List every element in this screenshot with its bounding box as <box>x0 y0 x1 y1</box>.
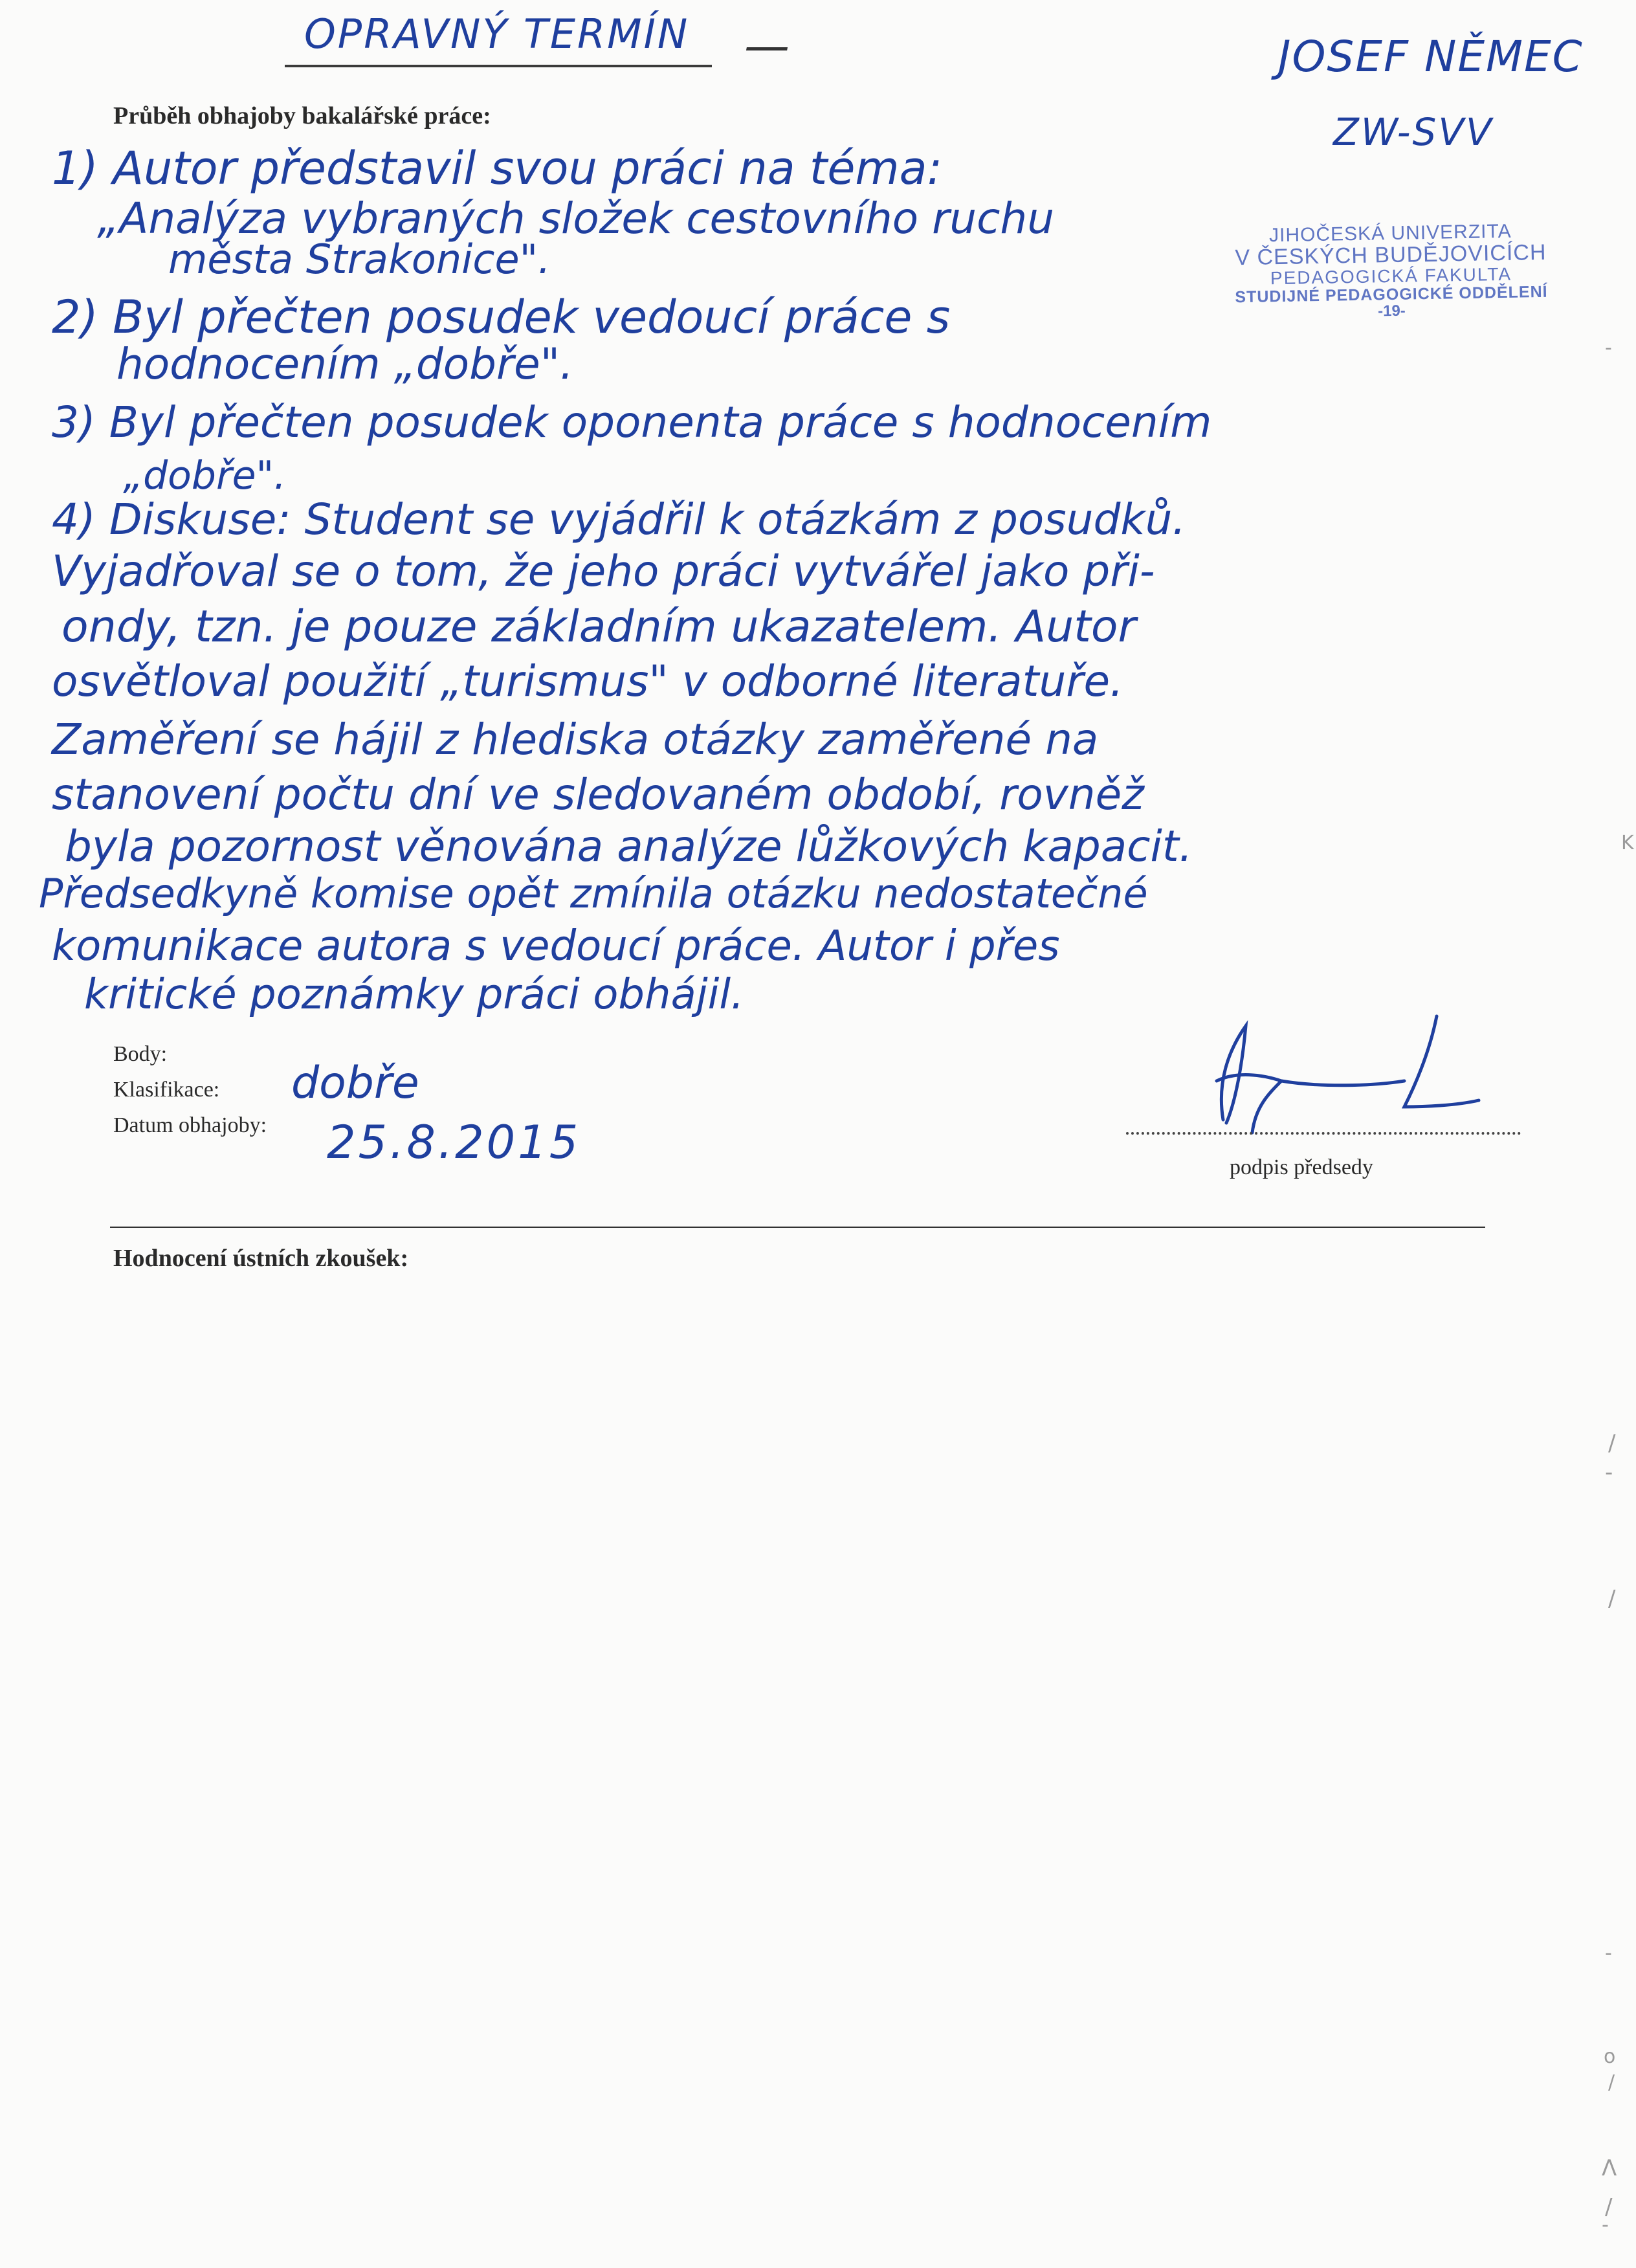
title-underline <box>285 65 712 67</box>
handwritten-title: OPRAVNÝ TERMÍN <box>304 10 690 58</box>
signature-line <box>1126 1129 1521 1135</box>
margin-mark: / <box>1605 2194 1613 2220</box>
margin-mark: Λ <box>1602 2155 1617 2181</box>
oral-exams-heading: Hodnocení ústních zkoušek: <box>113 1245 409 1272</box>
section-divider <box>110 1227 1485 1228</box>
note-line: 1) Autor představil svou práci na téma: <box>52 142 943 195</box>
note-line: 4) Diskuse: Student se vyjádřil k otázkám z posudků. <box>52 495 1186 544</box>
stamp-line-3: PEDAGOGICKÁ FAKULTA <box>1270 263 1512 289</box>
date-label: Datum obhajoby: <box>113 1113 267 1137</box>
margin-mark: - <box>1602 2214 1609 2236</box>
title-dash: — <box>744 19 790 72</box>
student-name: JOSEF NĚMEC <box>1278 32 1584 82</box>
date-value: 25.8.2015 <box>327 1116 581 1169</box>
university-stamp <box>1215 220 1567 368</box>
chair-signature <box>1191 1010 1488 1139</box>
grade-value: dobře <box>291 1058 419 1109</box>
margin-mark: / <box>1608 1430 1616 1456</box>
margin-mark: - <box>1605 1460 1613 1485</box>
margin-mark: / <box>1608 2071 1615 2094</box>
note-line: „dobře". <box>123 453 287 498</box>
points-label: Body: <box>113 1042 168 1066</box>
note-line: Vyjadřoval se o tom, že jeho práci vytvářel jako při- <box>52 546 1155 596</box>
note-line: města Strakonice". <box>168 236 551 283</box>
note-line: stanovení počtu dní ve sledovaném období, rovněž <box>52 770 1144 819</box>
stamp-line-5: -19- <box>1377 302 1406 320</box>
margin-mark: - <box>1605 1942 1612 1964</box>
note-line: Zaměření se hájil z hlediska otázky zaměřené na <box>52 715 1099 764</box>
margin-mark: - <box>1605 337 1612 359</box>
note-line: komunikace autora s vedoucí práce. Autor i přes <box>52 922 1060 970</box>
note-line: 2) Byl přečten posudek vedoucí práce s <box>52 291 951 344</box>
note-line: osvětloval použití „turismus" v odborné literatuře. <box>52 656 1124 706</box>
grade-label: Klasifikace: <box>113 1078 220 1102</box>
note-line: Předsedkyně komise opět zmínila otázku nedostatečné <box>39 870 1148 917</box>
student-code: ZW-SVV <box>1333 110 1494 154</box>
margin-mark: o <box>1604 2045 1616 2068</box>
note-line: „Analýza vybraných složek cestovního ruchu <box>97 194 1055 243</box>
stamp-line-1: JIHOČESKÁ UNIVERZITA <box>1268 220 1512 247</box>
note-line: ondy, tzn. je pouze základním ukazatelem. Autor <box>61 601 1136 652</box>
note-line: kritické poznámky práci obhájil. <box>84 971 744 1019</box>
stamp-line-2: V ČESKÝCH BUDĚJOVICÍCH <box>1235 239 1547 270</box>
margin-mark: K <box>1621 832 1634 854</box>
stamp-line-4: STUDIJNÉ PEDAGOGICKÉ ODDĚLENÍ <box>1235 282 1548 306</box>
note-line: byla pozornost věnována analýze lůžkových kapacit. <box>65 821 1193 871</box>
note-line: hodnocením „dobře". <box>116 339 574 389</box>
signature-caption: podpis předsedy <box>1230 1155 1373 1179</box>
note-line: 3) Byl přečten posudek oponenta práce s hodnocením <box>52 397 1212 447</box>
defense-heading: Průběh obhajoby bakalářské práce: <box>113 102 491 129</box>
margin-mark: / <box>1608 1586 1616 1612</box>
